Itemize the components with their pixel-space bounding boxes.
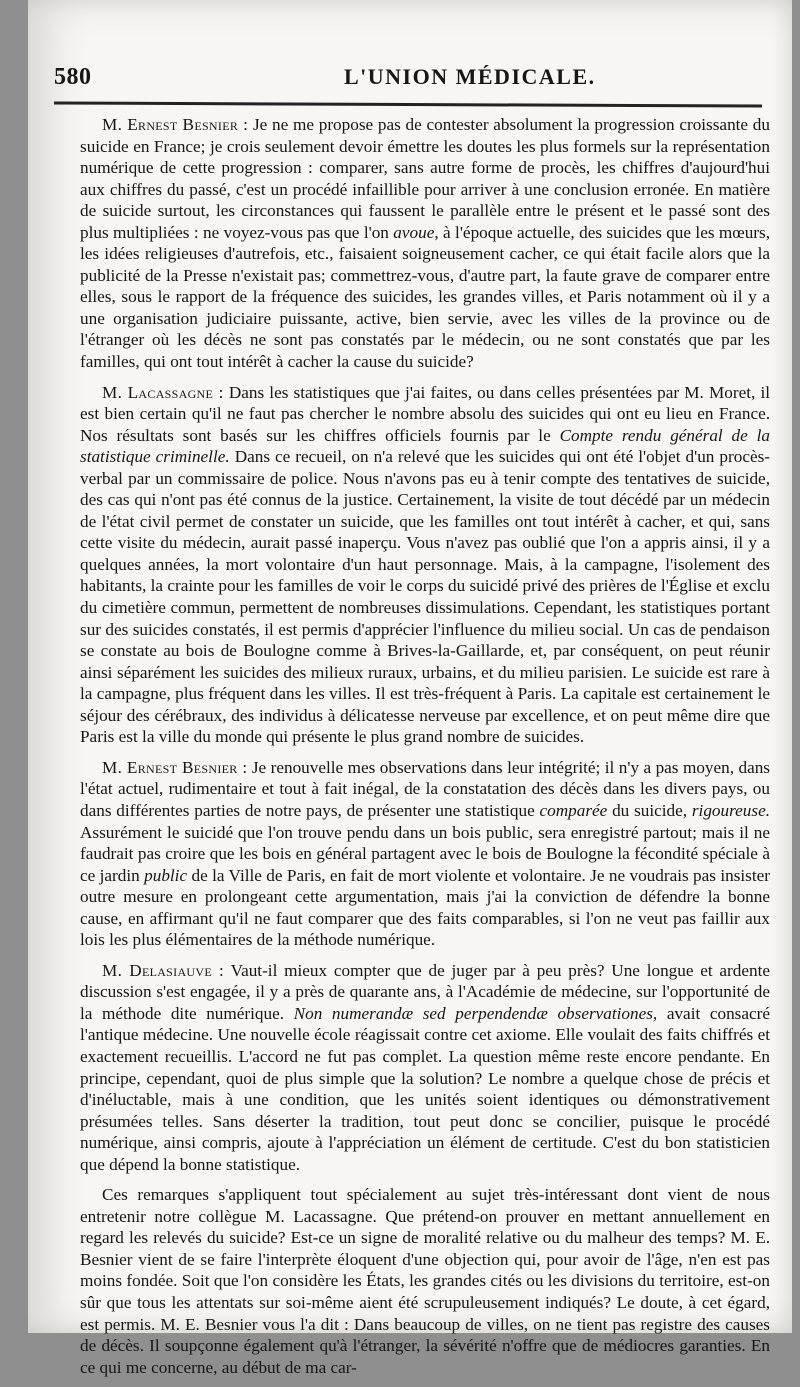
paragraph-text: avait consacré l'antique médecine. Une nouvelle école réagissait contre cet axiome. Elle voulait des faits chiffrés et exactement recueillis. L'accord ne fut pas complet. La question même reste encore pendante. En principe, cependant, quoi de plus simple que la solution? Le nombre a quelque chose de précis et d'inéluctable, mais à une condition, que les unités soient identiques ou démonstrativement présumées telles. Sans déserter la tradition, tout peut donc se concilier, puisque le procédé numérique, ainsi compris, ajoute à l'appréciation un élément de certitude. C'est du bon statisticien que dépend la bonne statistique. bbox=[80, 1003, 770, 1174]
italic-text: Compte rendu général de la statistique criminelle. bbox=[80, 425, 770, 467]
italic-text: public bbox=[144, 865, 188, 885]
paragraph-text: du suicide, bbox=[607, 800, 692, 820]
paragraph-besnier-1 bbox=[80, 114, 770, 373]
italic-text: comparée bbox=[539, 800, 608, 820]
paragraph-lacassagne bbox=[80, 382, 770, 748]
paragraph-text: Dans les statistiques que j'ai faites, ou dans celles présentées par M. Moret, il est bien certain qu'il ne faut pas chercher le nombre absolu des suicides qui ont eu lieu en France. Nos résultats sont basés sur les chiffres officiels fournis par le bbox=[80, 382, 770, 445]
speaker-name: M. Delasiauve : bbox=[102, 960, 225, 980]
italic-text: rigoureuse. bbox=[691, 800, 770, 820]
header-rule bbox=[54, 101, 762, 107]
running-title: L'UNION MÉDICALE. bbox=[344, 64, 596, 89]
paragraph-text: Dans ce recueil, on n'a relevé que les suicides qui ont été l'objet d'un procès-verbal par un commissaire de police. Nous n'avons pas eu à tenir compte des tentatives de suicide, des cas qui n'ont pas été connus de la justice. Certainement, la visite de tout décédé par un médecin de l'état civil permet de constater un suicide, que les familles ont tout intérêt à cacher, et qui, sans cette visite du médecin, aurait passé inaperçu. Vous n'avez pas oublié que l'on a appris ainsi, il y a quelques années, la mort volontaire d'un haut personnage. Mais, à la campagne, l'isolement des habitants, la crainte pour les familles de voir le corps du suicidé privé des prières de l'Église et exclu du cimetière commun, permettent de nombreuses dissimulations. Cependant, les statistiques portant sur des suicides constatés, il est permis d'apprécier l'influence du milieu social. Un cas de pendaison se constate au bois de Boulogne comme à Brives-la-Gaillarde, et, par conséquent, on peut réunir ainsi séparément les suicides des milieux ruraux, urbains, et du milieu parisien. Le suicide est rare à la campagne, plus fréquent dans les villes. Il est très-fréquent à Paris. La capitale est certainement le séjour des cérébraux, des individus à délicatesse nerveuse par excellence, et on peut même dire que Paris est la ville du monde qui présente le plus grand nombre de suicides. bbox=[80, 447, 770, 747]
book-page bbox=[28, 0, 792, 1377]
speaker-name: M. Ernest Besnier : bbox=[102, 115, 249, 134]
paragraph-delasiauve bbox=[80, 960, 770, 1175]
paragraph-delasiauve-continued bbox=[80, 1184, 770, 1378]
article-body bbox=[80, 114, 770, 1387]
paragraph-text: Ces remarques s'appliquent tout spécialement au sujet très-intéressant dont vient de nous entretenir notre collègue M. Lacassagne. Que prétend-on prouver en mettant annuellement en regard les relevés du suicide? Est-ce un signe de moralité relative ou du malheur des temps? M. E. Besnier vient de se faire l'interprète éloquent d'une objection qui, pour avoir de l'âge, n'en est pas moins fondée. Soit que l'on considère les États, les grandes cités ou les divisions du territoire, est-on sûr que tous les attentats sur soi-même aient été scrupuleusement indiqués? Le doute, à cet égard, est permis. M. E. Besnier vous l'a dit : Dans beaucoup de villes, on ne tient pas registre des causes de décès. Il soupçonne également qu'à l'étranger, la sévérité n'offre que de médiocres garanties. En ce qui me concerne, au début de ma car- bbox=[80, 1185, 770, 1377]
paragraph-besnier-2 bbox=[80, 757, 770, 951]
paragraph-text: , à l'époque actuelle, des suicides que les mœurs, les idées religieuses d'autrefois, etc., faisaient soigneusement cacher, ce qui était facile alors que la publicité de la Presse n'existait pas; commettrez-vous, d'autre part, la faute grave de comparer entre elles, sous le rapport de la fréquence des suicides, les grandes villes, et Paris notamment où il y a une organisation judiciaire puissante, active, bien servie, avec les villes de la province ou de l'étranger où les décès ne sont pas constatés par le médecin, ou ne sont constatés que par les familles, qui ont tout intérêt à cacher la cause du suicide? bbox=[80, 222, 770, 372]
speaker-name: M. Ernest Besnier : bbox=[102, 757, 248, 777]
paragraph-text: Je ne me propose pas de contester absolument la progression croissante du suicide en France; je crois seulement devoir émettre les doutes les plus formels sur la représentation numérique de cette progression : comparer, sans autre forme de procès, les chiffres d'aujourd'hui aux chiffres du passé, c'est un procédé infaillible pour arriver à une conclusion erronée. En matière de suicide surtout, les circonstances qui faussent le parallèle entre le présent et le passé sont des plus multipliées : ne voyez-vous pas que l'on bbox=[80, 115, 770, 242]
italic-text: avoue bbox=[393, 222, 435, 242]
paragraph-text: Assurément le suicidé que l'on trouve pendu dans un bois public, sera enregistré partout; mais il ne faudrait pas croire que les bois en général partagent avec le bois de Boulogne la fécondité spéciale à ce jardin bbox=[80, 822, 770, 885]
italic-text: Non numerandæ sed perpendendæ observationes, bbox=[293, 1003, 658, 1023]
paragraph-text: Vaut-il mieux compter que de juger par à peu près? Une longue et ardente discussion s'est engagée, il y a près de quarante ans, à l'Académie de médecine, sur l'opportunité de la méthode dite numérique. bbox=[80, 960, 770, 1023]
page-number: 580 bbox=[54, 64, 92, 90]
page-header bbox=[54, 64, 774, 100]
paragraph-text: Je renouvelle mes observations dans leur intégrité; il n'y a pas moyen, dans l'état actuel, rudimentaire et tout à fait inégal, de la constatation des décès dans les divers pays, ou dans différentes parties de notre pays, de présenter une statistique bbox=[80, 757, 770, 820]
paragraph-text: de la Ville de Paris, en fait de mort violente et volontaire. Je ne voudrais pas insister outre mesure en prolongeant cette argumentation, mais j'ai la conviction de défendre la bonne cause, en affirmant qu'il ne faut comparer que des faits comparables, si l'on ne veut pas faillir aux lois les plus élémentaires de la méthode numérique. bbox=[80, 865, 770, 950]
speaker-name: M. Lacassagne : bbox=[102, 382, 224, 402]
